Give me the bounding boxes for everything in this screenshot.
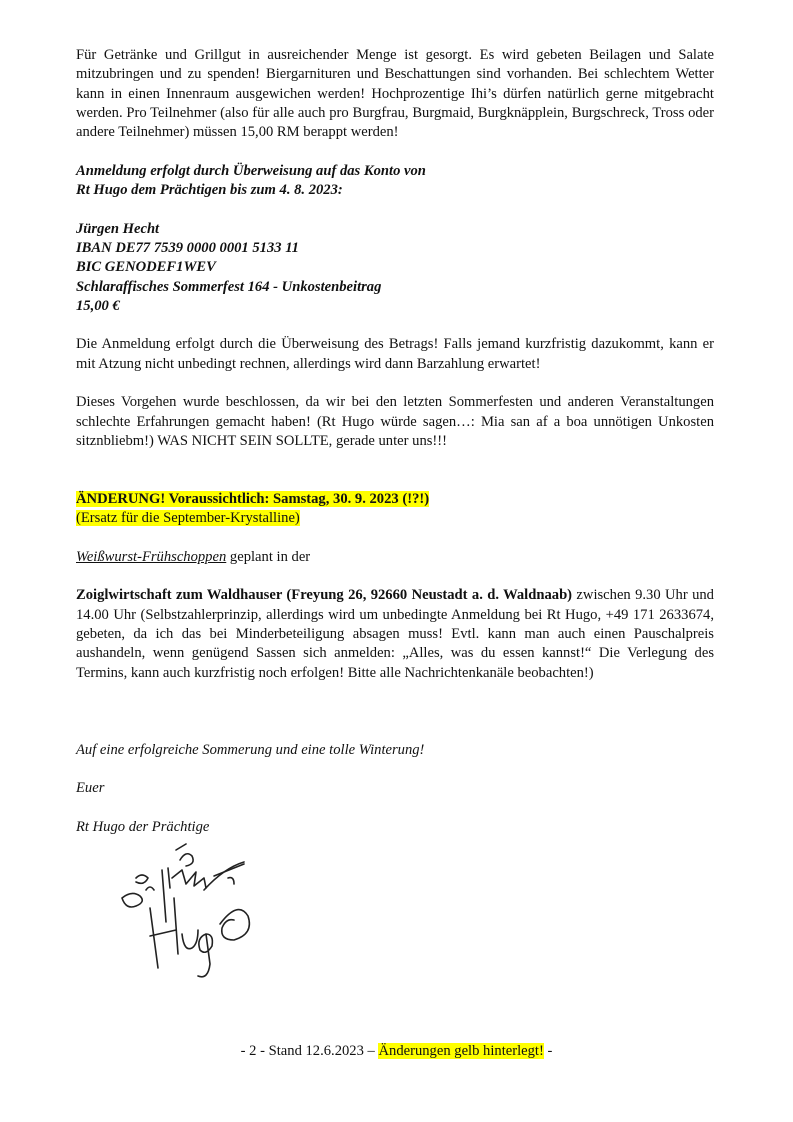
change-heading — [76, 490, 714, 509]
event-suffix: geplant in der — [226, 548, 311, 565]
registration-line-1: Anmeldung erfolgt durch Überweisung auf das Konto von — [76, 162, 426, 179]
payment-note-paragraph: Die Anmeldung erfolgt durch die Überweisung des Betrags! Falls jemand kurzfristig dazukommt, kann er mit Atzung nicht unbedingt rechnen, allerdings wird dann Barzahlung erwartet! — [76, 336, 714, 372]
closing-signer: Rt Hugo der Prächtige — [76, 818, 210, 835]
signature-text: 421 Hugo — [108, 838, 112, 839]
handwritten-signature — [108, 838, 273, 998]
footer-highlight: Änderungen gelb hinterlegt! — [378, 1043, 544, 1059]
bank-bic: BIC GENODEF1WEV — [76, 259, 216, 276]
page-footer — [0, 1043, 793, 1060]
document-page — [76, 46, 714, 837]
registration-line-2: Rt Hugo dem Prächtigen bis zum 4. 8. 2023: — [76, 182, 343, 199]
procedure-paragraph: Dieses Vorgehen wurde beschlossen, da wir bei den letzten Sommerfesten und anderen Veranstaltungen schlechte Erfahrungen gemacht haben! (Rt Hugo würde sagen…: Mia san af a boa unnötigen Unkosten sitznbliebm!) WAS NICHT SEIN SOLLTE, gerade unter uns!!! — [76, 394, 714, 449]
change-subheading — [76, 509, 714, 528]
bank-iban: IBAN DE77 7539 0000 0001 5133 11 — [76, 239, 299, 256]
venue-paragraph — [76, 586, 714, 682]
event-name: Weißwurst-Frühschoppen — [76, 548, 227, 565]
event-line — [76, 548, 714, 567]
venue-details: zwischen 9.30 Uhr und 14.00 Uhr (Selbstzahlerprinzip, allerdings wird um unbedingte Anmeldung bei Rt Hugo, +49 171 2633674, gebeten, da ich das bei Minderbeteiligung absagen muss! Evtl. kann man auch einen Pauschalpreis aushandeln, wenn genügend Sassen sich anmelden: „Alles, was du essen kannst!“ Die Verlegung des Termins, kann auch kurzfristig noch erfolgen! Bitte alle Nachrichtenkanäle beobachten!) — [76, 587, 714, 681]
footer-prefix: - 2 - Stand 12.6.2023 – — [240, 1043, 379, 1059]
footer-suffix: - — [543, 1043, 553, 1059]
intro-paragraph: Für Getränke und Grillgut in ausreichender Menge ist gesorgt. Es wird gebeten Beilagen und Salate mitzubringen und zu spenden! Biergarnituren und Beschattungen sind vorhanden. Bei schlechtem Wetter kann in einen Innenraum ausgewichen werden! Hochprozentige Ihi’s dürfen natürlich gerne mitgebracht werden. Pro Teilnehmer (also für alle auch pro Burgfrau, Burgmaid, Burgknäpplein, Burgschreck, Tross oder andere Teilnehmer) müssen 15,00 RM berappt werden! — [76, 47, 714, 141]
bank-purpose: Schlaraffisches Sommerfest 164 - Unkostenbeitrag — [76, 278, 382, 295]
closing-euer: Euer — [76, 780, 105, 797]
bank-amount: 15,00 € — [76, 297, 120, 314]
change-subheading-text: (Ersatz für die September-Krystalline) — [76, 510, 300, 527]
venue-name: Zoiglwirtschaft zum Waldhauser (Freyung 26, 92660 Neustadt a. d. Waldnaab) — [76, 587, 573, 604]
closing-wish: Auf eine erfolgreiche Sommerung und eine tolle Winterung! — [76, 741, 425, 758]
bank-account-holder: Jürgen Hecht — [76, 220, 160, 237]
change-heading-text: ÄNDERUNG! Voraussichtlich: Samstag, 30. 9. 2023 (!?!) — [76, 490, 430, 507]
